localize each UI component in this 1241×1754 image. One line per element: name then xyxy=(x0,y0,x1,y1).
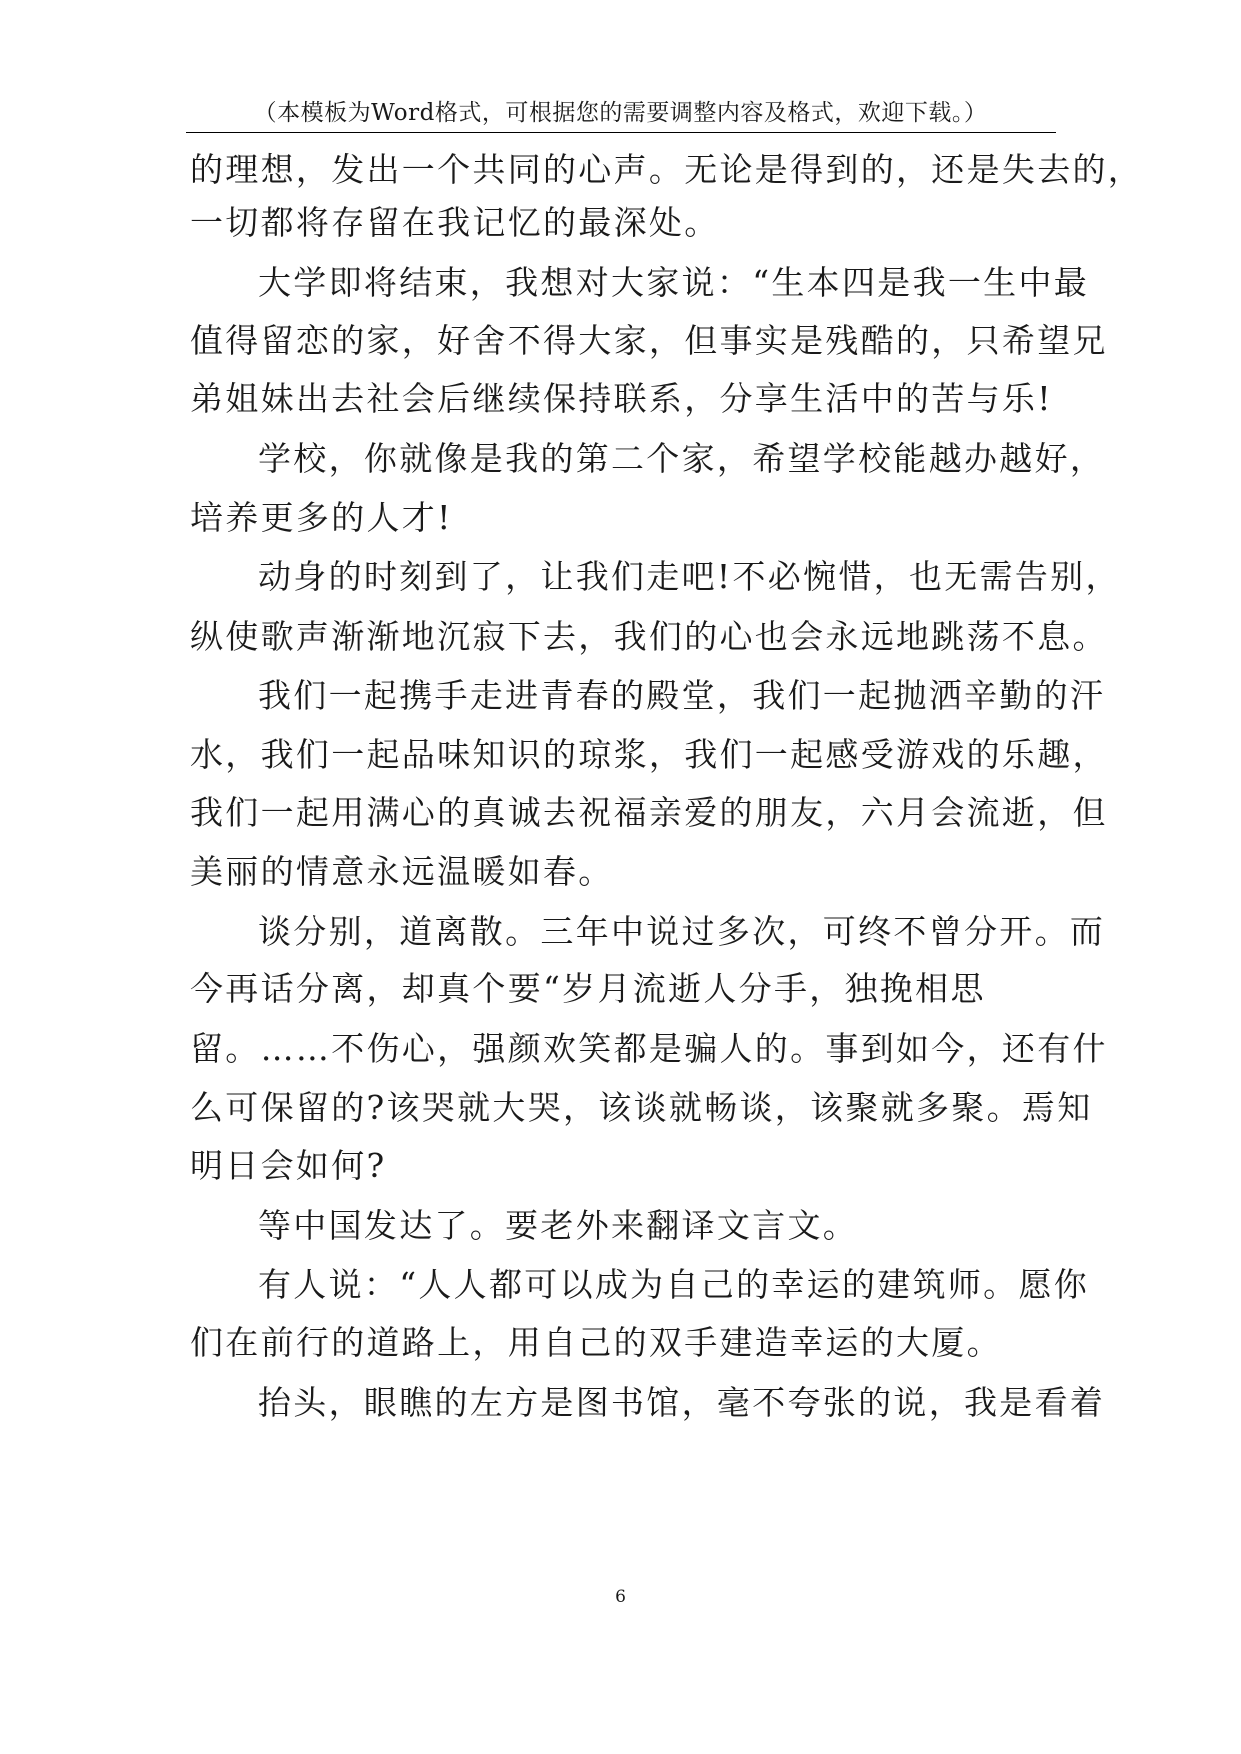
body-line: 今再话分离，却真个要“岁月流逝人分手，独挽相思 xyxy=(190,969,986,1008)
body-line: 的理想，发出一个共同的心声。无论是得到的，还是失去的， xyxy=(190,150,1144,189)
body-line: 动身的时刻到了，让我们走吧!不必惋惜，也无需告别， xyxy=(258,557,1121,596)
body-line: 水，我们一起品味知识的琼浆，我们一起感受游戏的乐趣， xyxy=(190,735,1108,774)
body-line: 我们一起携手走进青春的殿堂，我们一起抛洒辛勤的汗 xyxy=(258,676,1106,715)
body-line: 培养更多的人才! xyxy=(190,498,453,537)
body-line: 我们一起用满心的真诚去祝福亲爱的朋友，六月会流逝，但 xyxy=(190,793,1108,832)
body-line: 大学即将结束，我想对大家说：“生本四是我一生中最 xyxy=(258,263,1090,302)
body-line: 抬头，眼瞧的左方是图书馆，毫不夸张的说，我是看着 xyxy=(258,1383,1106,1422)
body-line: 美丽的情意永远温暖如春。 xyxy=(190,852,614,891)
body-line: 弟姐妹出去社会后继续保持联系，分享生活中的苦与乐! xyxy=(190,379,1053,418)
body-line: 谈分别，道离散。三年中说过多次，可终不曾分开。而 xyxy=(258,912,1106,951)
body-line: 们在前行的道路上，用自己的双手建造幸运的大厦。 xyxy=(190,1323,1002,1362)
body-line: 一切都将存留在我记忆的最深处。 xyxy=(190,203,720,242)
body-line: 留。……不伤心，强颜欢笑都是骗人的。事到如今，还有什 xyxy=(190,1029,1108,1068)
page-header-note: （本模板为Word格式，可根据您的需要调整内容及格式，欢迎下载。） xyxy=(253,100,988,126)
body-line: 学校，你就像是我的第二个家，希望学校能越办越好， xyxy=(258,439,1106,478)
body-line: 明日会如何? xyxy=(190,1146,387,1185)
body-line: 纵使歌声渐渐地沉寂下去，我们的心也会永远地跳荡不息。 xyxy=(190,617,1108,656)
header-divider xyxy=(186,132,1056,133)
body-line: 值得留恋的家，好舍不得大家，但事实是残酷的，只希望兄 xyxy=(190,321,1108,360)
body-line: 么可保留的?该哭就大哭，该谈就畅谈，该聚就多聚。焉知 xyxy=(190,1088,1093,1127)
body-line: 等中国发达了。要老外来翻译文言文。 xyxy=(258,1206,859,1245)
body-line: 有人说：“人人都可以成为自己的幸运的建筑师。愿你 xyxy=(258,1265,1090,1304)
page-number: 6 xyxy=(615,1587,626,1607)
